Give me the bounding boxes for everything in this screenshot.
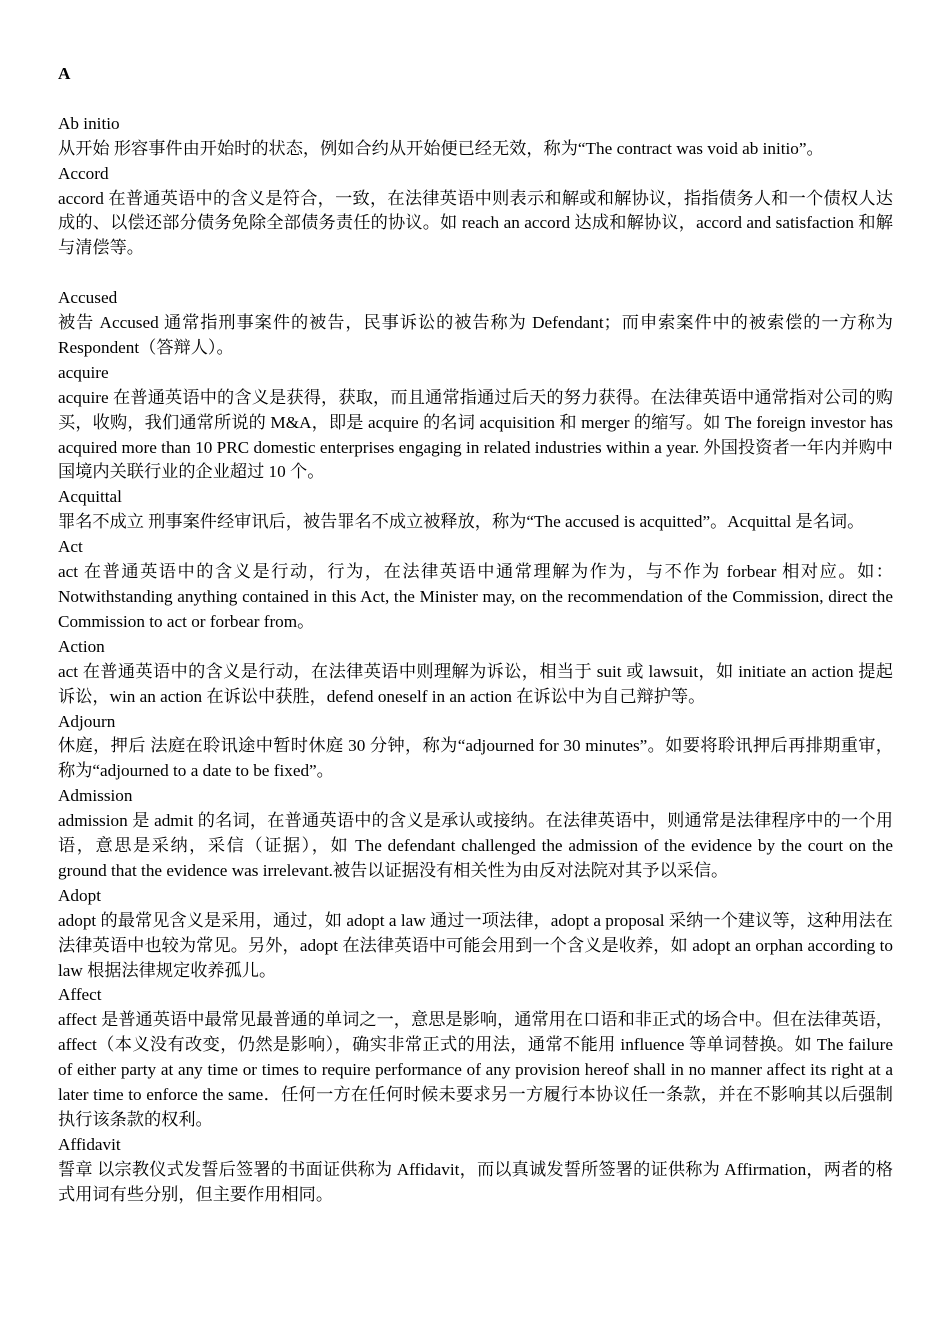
term-heading: Ab initio xyxy=(58,113,120,133)
term-definition: 休庭，押后 法庭在聆讯途中暂时休庭 30 分钟，称为“adjourned for 30 minutes”。如要将聆讯押后再排期重审，称为“adjourned to a date to be fixed”。 xyxy=(58,736,893,781)
entry-act xyxy=(58,535,893,635)
term-heading: Admission xyxy=(58,786,133,806)
entry-adopt xyxy=(58,884,893,984)
entry-accord xyxy=(58,162,893,262)
term-definition: accord 在普通英语中的含义是符合，一致，在法律英语中则表示和解或和解协议，指指债务人和一个债权人达成的、以偿还部分债务免除全部债务责任的协议。如 reach an accord 达成和解协议，accord and satisfaction 和解与清偿等。 xyxy=(58,188,893,258)
entry-admission xyxy=(58,784,893,884)
document-page xyxy=(58,62,893,1208)
term-definition: acquire 在普通英语中的含义是获得，获取，而且通常指通过后天的努力获得。在法律英语中通常指对公司的购买，收购，我们通常所说的 M&A，即是 acquire 的名词 acquisition 和 merger 的缩写。如 The foreign investor has acquired more than 10 PRC domestic enterprises engaging in related industries within a year. 外国投资者一年内并购中国境内关联行业的企业超过 10 个。 xyxy=(58,387,893,482)
term-heading: Affidavit xyxy=(58,1134,121,1154)
entry-affect xyxy=(58,983,893,1132)
term-definition: act 在普通英语中的含义是行动，在法律英语中则理解为诉讼，相当于 suit 或 lawsuit，如 initiate an action 提起诉讼，win an action 在诉讼中获胜，defend oneself in an action 在诉讼中为自己辩护等。 xyxy=(58,661,893,706)
term-definition: 罪名不成立 刑事案件经审讯后，被告罪名不成立被释放，称为“The accused is acquitted”。Acquittal 是名词。 xyxy=(58,512,865,532)
term-heading: Adopt xyxy=(58,885,101,905)
term-definition: 誓章 以宗教仪式发誓后签署的书面证供称为 Affidavit，而以真诚发誓所签署的证供称为 Affirmation，两者的格式用词有些分别，但主要作用相同。 xyxy=(58,1159,893,1204)
entry-acquittal xyxy=(58,485,893,535)
entry-affidavit xyxy=(58,1133,893,1208)
term-heading: Adjourn xyxy=(58,711,116,731)
term-heading: Acquittal xyxy=(58,487,122,507)
term-heading: acquire xyxy=(58,362,109,382)
entry-accused xyxy=(58,286,893,361)
term-definition: act 在普通英语中的含义是行动，行为，在法律英语中通常理解为作为，与不作为 forbear 相对应。如：Notwithstanding anything contained in this Act, the Minister may, on the recommendation of the Commission, direct the Commission to act or forbear from。 xyxy=(58,562,893,631)
section-heading: A xyxy=(58,64,71,83)
spacer xyxy=(58,87,893,112)
entry-adjourn xyxy=(58,710,893,785)
term-definition: 被告 Accused 通常指刑事案件的被告，民事诉讼的被告称为 Defendant；而申索案件中的被索偿的一方称为 Respondent（答辩人）。 xyxy=(58,313,893,357)
entry-ab-initio xyxy=(58,112,893,162)
term-definition: 从开始 形容事件由开始时的状态，例如合约从开始便已经无效，称为“The contract was void ab initio”。 xyxy=(58,138,824,158)
term-heading: Accord xyxy=(58,163,109,183)
term-heading: Act xyxy=(58,537,83,557)
term-definition: affect 是普通英语中最常见最普通的单词之一，意思是影响，通常用在口语和非正式的场合中。但在法律英语，affect（本义没有改变，仍然是影响），确实非常正式的用法，通常不能用 influence 等单词替换。如 The failure of either party at any time or times to require performance of any provision hereof shall in no manner affect its right at a later time to enforce the same．任何一方在任何时候未要求另一方履行本协议任一条款，并在不影响其以后强制执行该条款的权利。 xyxy=(58,1010,893,1130)
entry-action xyxy=(58,635,893,710)
spacer xyxy=(58,261,893,286)
term-definition: adopt 的最常见含义是采用，通过，如 adopt a law 通过一项法律，adopt a proposal 采纳一个建议等，这种用法在法律英语中也较为常见。另外，adopt 在法律英语中可能会用到一个含义是收养，如 adopt an orphan according to law 根据法律规定收养孤儿。 xyxy=(58,910,893,980)
term-definition: admission 是 admit 的名词，在普通英语中的含义是承认或接纳。在法律英语中，则通常是法律程序中的一个用语，意思是采纳，采信（证据），如 The defendant challenged the admission of the evidence by the court on the ground that the evidence was irrelevant.被告以证据没有相关性为由反对法院对其予以采信。 xyxy=(58,811,893,880)
term-heading: Accused xyxy=(58,288,118,308)
entry-acquire xyxy=(58,361,893,486)
term-heading: Affect xyxy=(58,985,102,1005)
term-heading: Action xyxy=(58,636,105,656)
